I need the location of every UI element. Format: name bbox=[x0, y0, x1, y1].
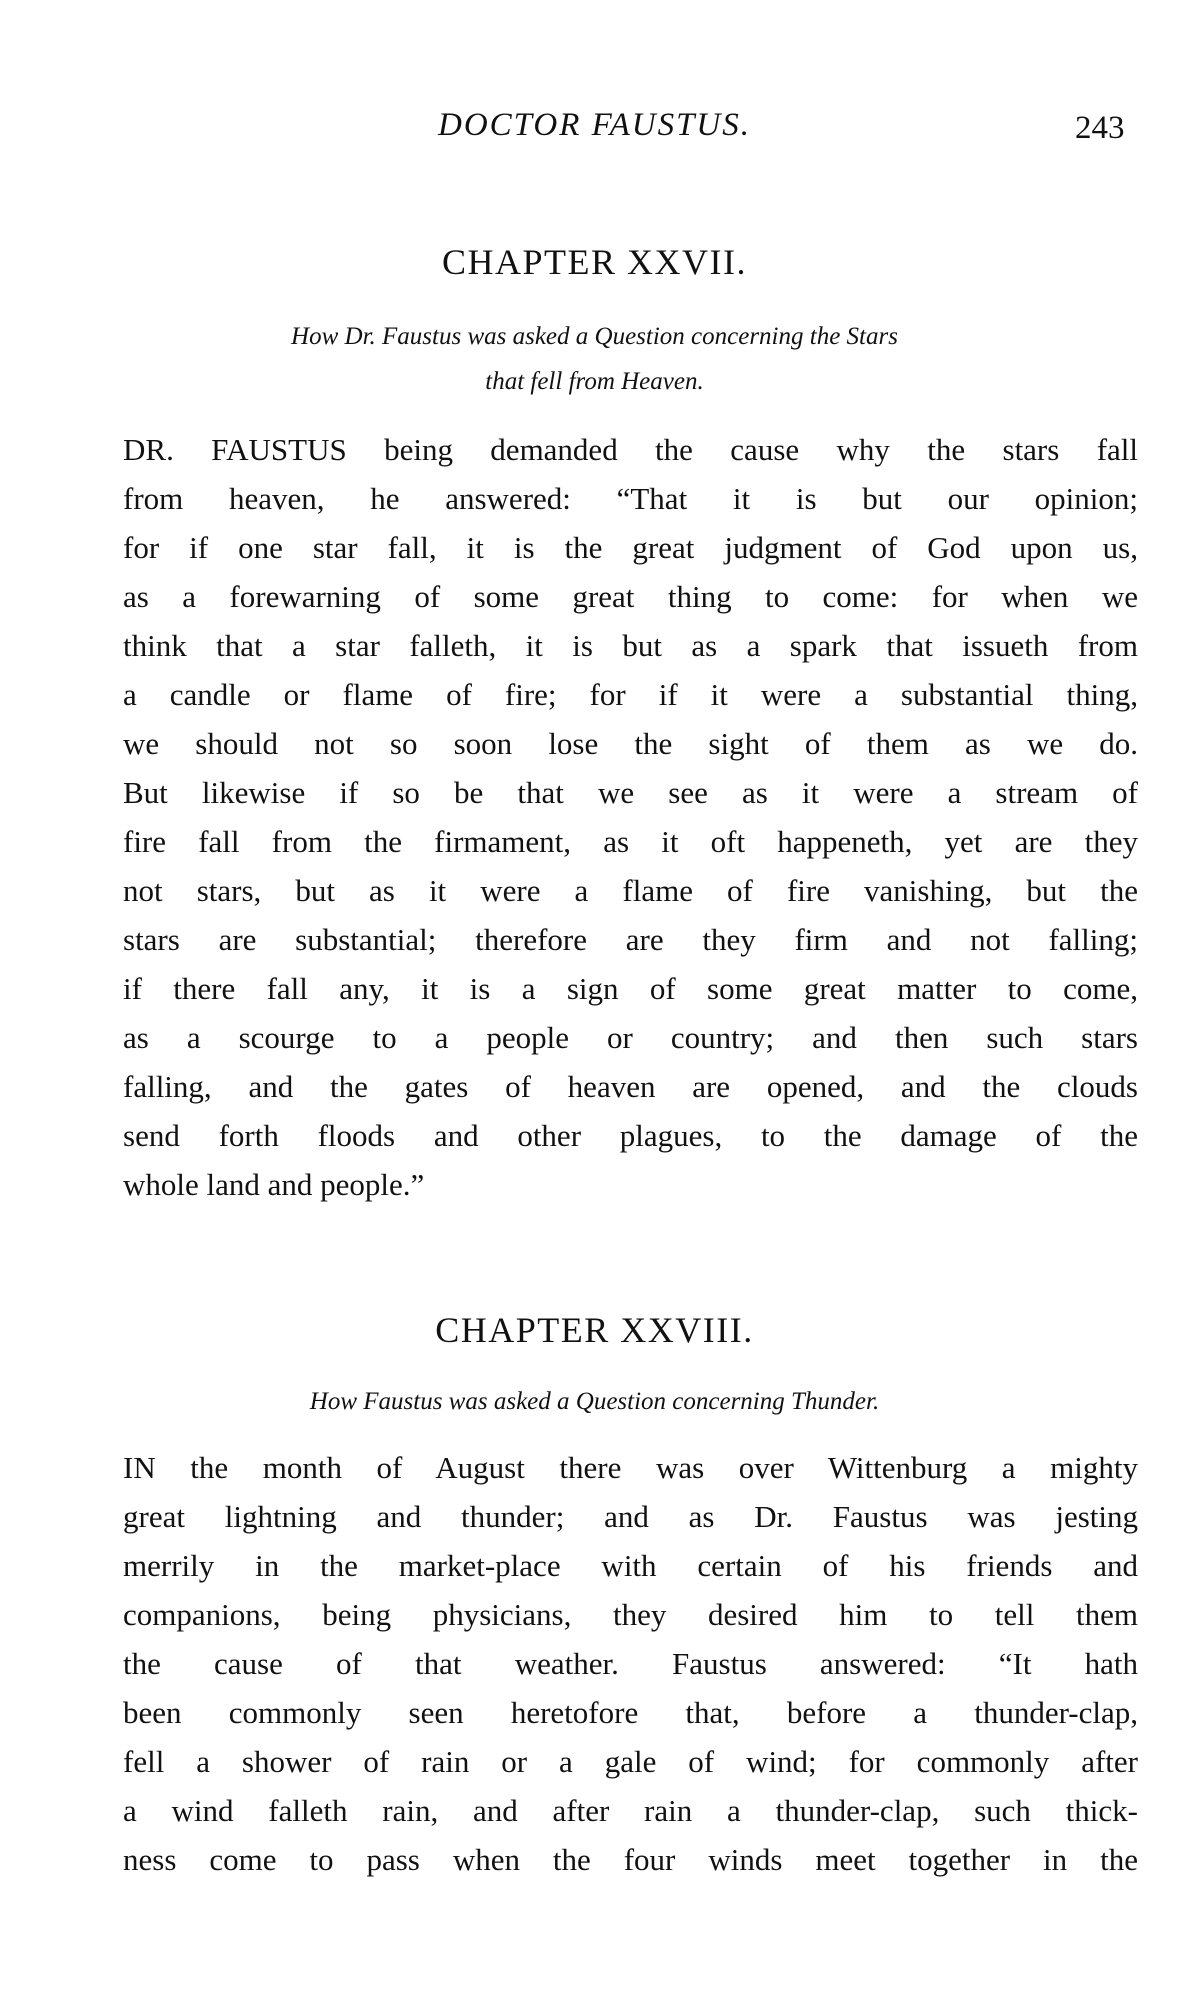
text-line: great lightning and thunder; and as Dr. Faustus was jesting bbox=[123, 1499, 1138, 1534]
text-line: as a forewarning of some great thing to come: for when we bbox=[123, 579, 1138, 614]
text-line: not stars, but as it were a flame of fire vanishing, but the bbox=[123, 873, 1138, 908]
text-line: fire fall from the firmament, as it oft happeneth, yet are they bbox=[123, 824, 1138, 859]
running-head: DOCTOR FAUSTUS. bbox=[438, 107, 751, 143]
chapter-subtitle: that fell from Heaven. bbox=[485, 368, 704, 395]
text-line: as a scourge to a people or country; and then such stars bbox=[123, 1020, 1138, 1055]
text-line: falling, and the gates of heaven are opened, and the clouds bbox=[123, 1069, 1138, 1104]
text-line: we should not so soon lose the sight of them as we do. bbox=[123, 726, 1138, 761]
text-line: if there fall any, it is a sign of some great matter to come, bbox=[123, 971, 1138, 1006]
text-line: think that a star falleth, it is but as a spark that issueth from bbox=[123, 628, 1138, 663]
text-line: stars are substantial; therefore are they firm and not falling; bbox=[123, 922, 1138, 957]
text-line: fell a shower of rain or a gale of wind; for commonly after bbox=[123, 1744, 1138, 1779]
chapter-heading: CHAPTER XXVII. bbox=[442, 242, 747, 282]
chapter-body bbox=[123, 425, 1138, 1209]
text-line: a wind falleth rain, and after rain a thunder-clap, such thick- bbox=[123, 1793, 1138, 1828]
text-line: the cause of that weather. Faustus answered: “It hath bbox=[123, 1646, 1138, 1681]
text-line: for if one star fall, it is the great judgment of God upon us, bbox=[123, 530, 1138, 565]
chapter-subtitle: How Dr. Faustus was asked a Question concerning the Stars bbox=[291, 323, 898, 350]
text-line: from heaven, he answered: “That it is but our opinion; bbox=[123, 481, 1138, 516]
chapter-body bbox=[123, 1443, 1138, 1884]
chapter-heading: CHAPTER XXVIII. bbox=[435, 1310, 754, 1350]
text-line: But likewise if so be that we see as it were a stream of bbox=[123, 775, 1138, 810]
text-line: ness come to pass when the four winds meet together in the bbox=[123, 1842, 1138, 1877]
chapter-subtitle: How Faustus was asked a Question concerning Thunder. bbox=[309, 1388, 880, 1415]
text-line: DR. FAUSTUS being demanded the cause why the stars fall bbox=[123, 432, 1138, 467]
text-line: merrily in the market-place with certain of his friends and bbox=[123, 1548, 1138, 1583]
text-line: companions, being physicians, they desired him to tell them bbox=[123, 1597, 1138, 1632]
text-line: been commonly seen heretofore that, before a thunder-clap, bbox=[123, 1695, 1138, 1730]
text-line: a candle or flame of fire; for if it were a substantial thing, bbox=[123, 677, 1138, 712]
page-number: 243 bbox=[1075, 110, 1125, 146]
text-line: IN the month of August there was over Wittenburg a mighty bbox=[123, 1450, 1138, 1485]
text-line: send forth floods and other plagues, to the damage of the bbox=[123, 1118, 1138, 1153]
text-line: whole land and people.” bbox=[123, 1167, 425, 1202]
